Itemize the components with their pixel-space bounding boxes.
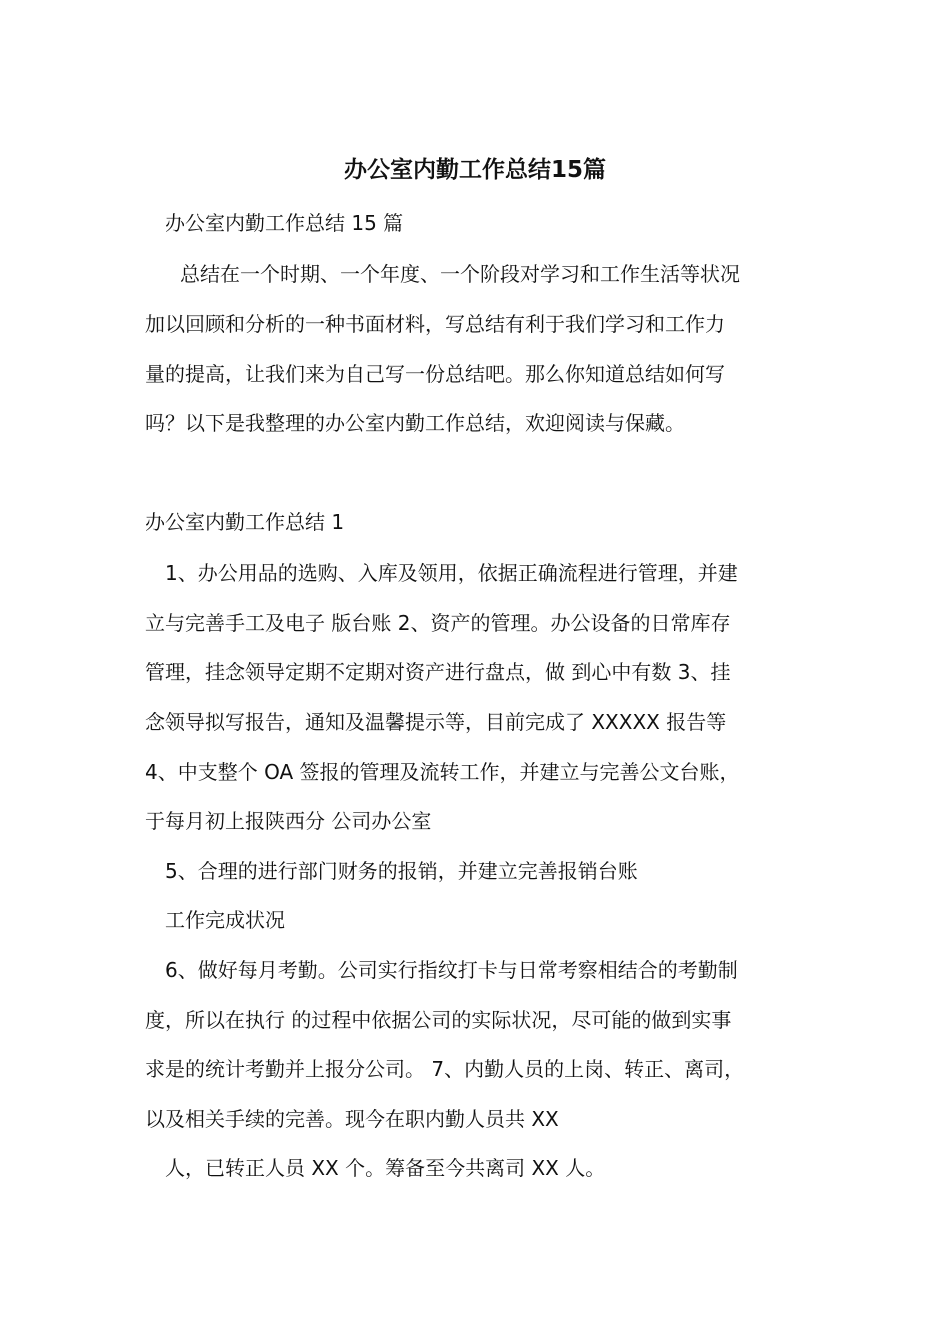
body-line: 念领导拟写报告，通知及温馨提示等，目前完成了 XXXXX 报告等 (145, 710, 727, 734)
body-line: 立与完善手工及电子 版台账 2、资产的管理。办公设备的日常库存 (145, 611, 731, 635)
body-line: 求是的统计考勤并上报分公司。 7、内勤人员的上岗、转正、离司， (145, 1057, 745, 1081)
document-title: 办公室内勤工作总结15篇 (343, 157, 606, 183)
body-line: 6、做好每月考勤。公司实行指纹打卡与日常考察相结合的考勤制 (165, 958, 738, 982)
body-line: 人，已转正人员 XX 个。筹备至今共离司 XX 人。 (165, 1156, 606, 1180)
body-line: 管理，挂念领导定期不定期对资产进行盘点，做 到心中有数 3、挂 (145, 660, 731, 684)
body-line: 度，所以在执行 的过程中依据公司的实际状况，尽可能的做到实事 (145, 1008, 732, 1032)
intro-line: 量的提高，让我们来为自己写一份总结吧。那么你知道总结如何写 (145, 362, 725, 386)
body-line: 以及相关手续的完善。现今在职内勤人员共 XX (145, 1107, 559, 1131)
section-heading: 办公室内勤工作总结 1 (145, 510, 345, 534)
document-subtitle: 办公室内勤工作总结 15 篇 (165, 211, 404, 235)
body-line: 5、合理的进行部门财务的报销，并建立完善报销台账 (165, 859, 638, 883)
intro-line: 总结在一个时期、一个年度、一个阶段对学习和工作生活等状况 (180, 262, 740, 286)
body-line: 1、办公用品的选购、入库及领用，依据正确流程进行管理，并建 (165, 561, 738, 585)
body-line: 4、中支整个 OA 签报的管理及流转工作，并建立与完善公文台账， (145, 760, 740, 784)
body-line: 于每月初上报陕西分 公司办公室 (145, 809, 432, 833)
intro-line: 吗？以下是我整理的办公室内勤工作总结，欢迎阅读与保藏。 (145, 411, 685, 435)
intro-line: 加以回顾和分析的一种书面材料，写总结有利于我们学习和工作力 (145, 312, 725, 336)
body-line: 工作完成状况 (165, 908, 285, 932)
